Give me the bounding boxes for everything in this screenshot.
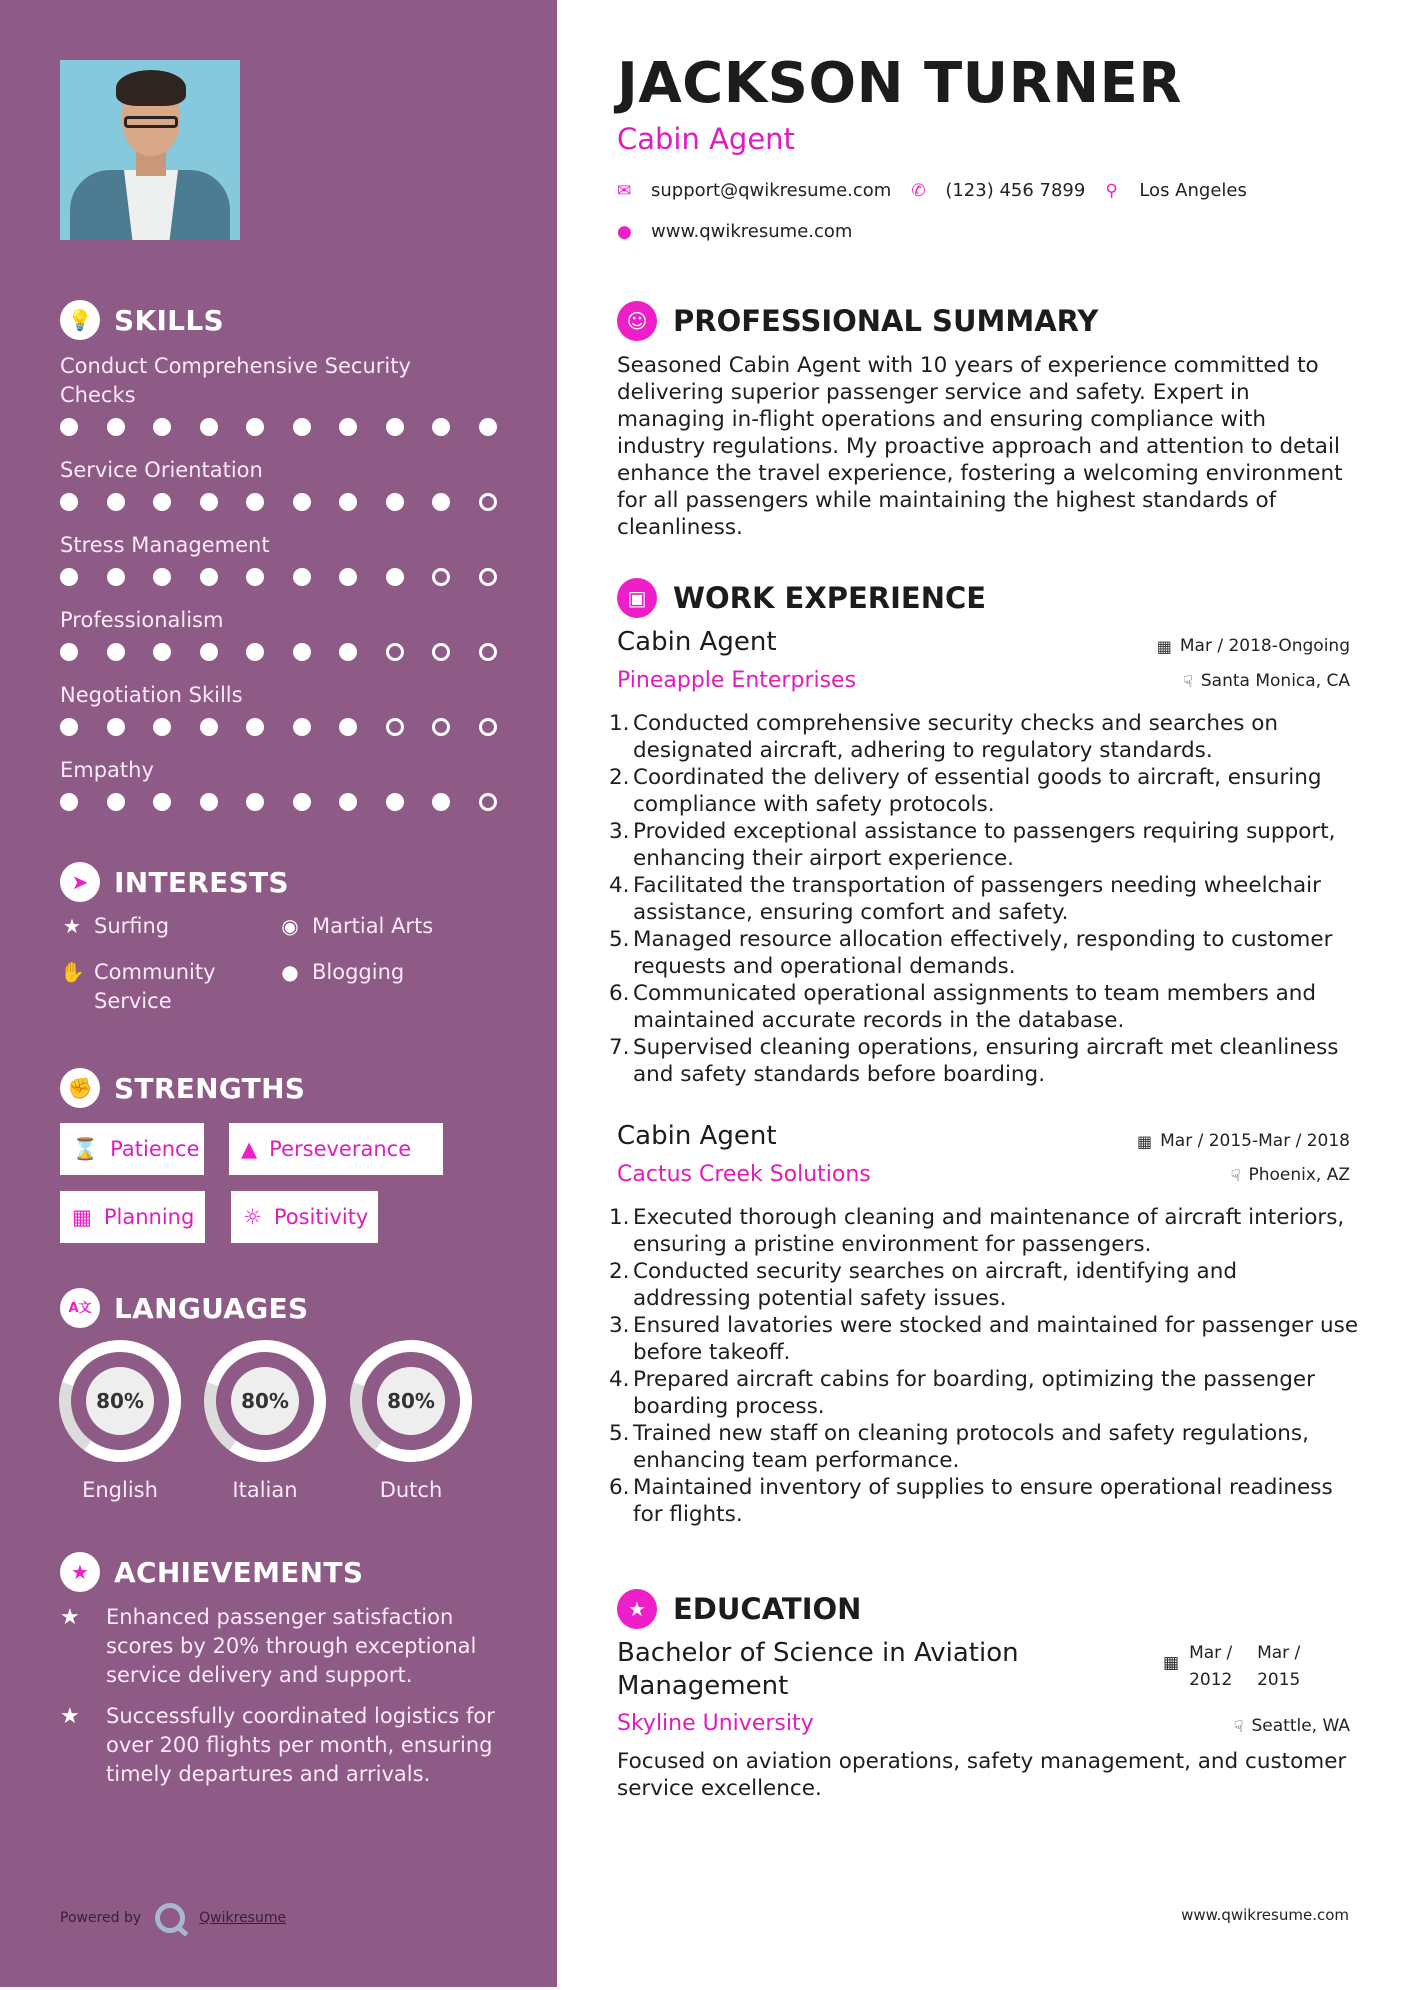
rating-dot-filled — [107, 793, 125, 811]
language-progress-ring — [334, 1324, 488, 1478]
rating-dot-filled — [339, 718, 357, 736]
location-pin-icon: ⚲ — [1105, 180, 1118, 201]
rating-dot-filled — [107, 418, 125, 436]
rating-dot-filled — [60, 418, 78, 436]
rating-dot-filled — [107, 493, 125, 511]
rating-dot-empty — [386, 643, 404, 661]
skill-item — [60, 456, 500, 511]
skill-rating — [60, 793, 500, 811]
shooting-star-icon: ★ — [60, 1605, 80, 1630]
skill-item — [60, 606, 500, 661]
skill-label: Conduct Comprehensive Security Checks — [60, 354, 411, 407]
language-item — [204, 1340, 326, 1502]
rating-dot-filled — [246, 793, 264, 811]
rating-dot-filled — [432, 493, 450, 511]
qwikresume-logo-icon — [155, 1903, 185, 1933]
rating-dot-filled — [60, 643, 78, 661]
rating-dot-filled — [200, 793, 218, 811]
contact-row — [617, 221, 852, 242]
job-duties — [609, 1204, 1359, 1528]
rating-dot-filled — [432, 418, 450, 436]
duty-item: 3. Ensured lavatories were stocked and maintained for passenger use before takeoff. — [609, 1313, 1359, 1365]
duty-item: 2. Coordinated the delivery of essential goods to aircraft, ensuring compliance with safety protocols. — [609, 765, 1322, 817]
skill-rating — [60, 493, 500, 511]
rating-dot-filled — [107, 568, 125, 586]
rating-dot-filled — [246, 718, 264, 736]
language-progress-ring — [43, 1324, 197, 1478]
rating-dot-filled — [107, 643, 125, 661]
rating-dot-filled — [153, 418, 171, 436]
skill-rating — [60, 643, 500, 661]
rating-dot-empty — [479, 643, 497, 661]
candidate-name: JACKSON TURNER — [617, 51, 1183, 116]
rating-dot-filled — [293, 493, 311, 511]
phone-icon: ✆ — [911, 180, 926, 201]
job-title: Cabin Agent — [617, 627, 777, 657]
rating-dot-filled — [153, 718, 171, 736]
rating-dot-filled — [153, 643, 171, 661]
rating-dot-filled — [153, 568, 171, 586]
rating-dot-filled — [432, 793, 450, 811]
pushpin-icon: ☟ — [1233, 1716, 1244, 1736]
rating-dot-filled — [293, 418, 311, 436]
language-label: Italian — [232, 1478, 298, 1502]
road-icon: ▲ — [241, 1137, 258, 1161]
rating-dot-empty — [432, 568, 450, 586]
graduate-icon: ★ — [617, 1589, 657, 1629]
duty-item: 4. Facilitated the transportation of passengers needing wheelchair assistance, ensuring comfort and safety. — [609, 873, 1321, 925]
rating-dot-empty — [479, 568, 497, 586]
rating-dot-filled — [200, 493, 218, 511]
skill-rating — [60, 418, 500, 436]
fist-icon: ✊ — [60, 1068, 100, 1108]
duty-item: 2. Conducted security searches on aircraft, identifying and addressing potential safety issues. — [609, 1259, 1237, 1311]
rating-dot-filled — [200, 718, 218, 736]
duty-item: 1. Conducted comprehensive security checks and searches on designated aircraft, adhering to regulatory standards. — [609, 711, 1279, 763]
summary-heading: ☺ PROFESSIONAL SUMMARY — [617, 301, 1098, 341]
rating-dot-empty — [432, 643, 450, 661]
language-percent: 80% — [377, 1367, 445, 1435]
language-percent: 80% — [86, 1367, 154, 1435]
job-dates: ▦ Mar / 2018-Ongoing — [1156, 636, 1350, 656]
summary-text: Seasoned Cabin Agent with 10 years of experience committed to delivering superior passenger service and safety. Expert in managing in-flight operations and ensuring compliance with industry regulations. My proactive approach and attention to detail enhance the travel experience, fostering a welcoming environment for all passengers while maintaining the highest standards of cleanliness. — [617, 353, 1343, 540]
users-icon: ● — [281, 960, 299, 984]
seat-icon: ▣ — [617, 578, 657, 618]
fist-icon: ✋ — [60, 960, 85, 984]
rating-dot-filled — [153, 493, 171, 511]
education-heading: ★ EDUCATION — [617, 1589, 861, 1629]
star-icon: ★ — [63, 914, 81, 938]
rating-dot-filled — [246, 418, 264, 436]
job-title: Cabin Agent — [617, 1121, 777, 1151]
candidate-title: Cabin Agent — [617, 122, 795, 156]
profile-photo — [60, 60, 240, 240]
job-location: ☟ Santa Monica, CA — [1183, 671, 1350, 691]
website-link[interactable]: www.qwikresume.com — [651, 221, 853, 242]
rating-dot-filled — [293, 643, 311, 661]
rating-dot-filled — [339, 493, 357, 511]
duty-item: 5. Managed resource allocation effectively, responding to customer requests and operational demands. — [609, 927, 1333, 979]
user-icon: ☺ — [617, 301, 657, 341]
hourglass-icon: ⌛ — [72, 1136, 99, 1161]
phone-text: (123) 456 7899 — [945, 180, 1086, 201]
main-content — [557, 0, 1407, 1990]
interest-item: ★ Surfing — [60, 912, 169, 941]
rating-dot-filled — [293, 793, 311, 811]
education-description: Focused on aviation operations, safety management, and customer service excellence. — [617, 1749, 1347, 1801]
strength-badge: ▲ Perseverance — [229, 1123, 443, 1175]
achievement-item: ★ Enhanced passenger satisfaction scores by 20% through exceptional service delivery and support. — [60, 1603, 510, 1690]
pushpin-icon: ☟ — [1230, 1165, 1241, 1185]
footer-website-link[interactable]: www.qwikresume.com — [1181, 1906, 1349, 1924]
shooting-star-icon: ★ — [60, 1552, 100, 1592]
language-progress-ring — [188, 1324, 342, 1478]
rating-dot-filled — [386, 493, 404, 511]
paper-plane-icon: ➤ — [60, 862, 100, 902]
skill-label: Professionalism — [60, 608, 224, 632]
rating-dot-filled — [153, 793, 171, 811]
experience-heading: ▣ WORK EXPERIENCE — [617, 578, 986, 618]
skill-label: Stress Management — [60, 533, 270, 557]
duty-item: 3. Provided exceptional assistance to passengers requiring support, enhancing their airport experience. — [609, 819, 1336, 871]
pushpin-icon: ☟ — [1183, 671, 1193, 691]
interest-item: ◉ Martial Arts — [278, 912, 433, 941]
duty-item: 4. Prepared aircraft cabins for boarding, optimizing the passenger boarding process. — [609, 1367, 1315, 1419]
duty-item: 6. Communicated operational assignments to team members and maintained accurate records in the database. — [609, 981, 1317, 1033]
rating-dot-empty — [432, 718, 450, 736]
rating-dot-filled — [386, 793, 404, 811]
rating-dot-filled — [200, 418, 218, 436]
rating-dot-filled — [293, 718, 311, 736]
degree-title: Bachelor of Science in Aviation Management — [617, 1638, 1019, 1701]
email-link[interactable]: support@qwikresume.com — [651, 180, 892, 201]
rating-dot-filled — [60, 568, 78, 586]
skill-rating — [60, 718, 500, 736]
language-item — [59, 1340, 181, 1502]
job-location: ☟ Phoenix, AZ — [1230, 1165, 1350, 1185]
skill-label: Empathy — [60, 758, 154, 782]
strength-badge: ☼ Positivity — [231, 1191, 378, 1243]
calendar-icon: ▦ — [72, 1205, 92, 1229]
interests-heading: ➤ INTERESTS — [60, 862, 289, 902]
globe-icon: ● — [617, 221, 632, 242]
language-label: Dutch — [379, 1478, 443, 1502]
skill-item — [60, 352, 500, 436]
lightbulb-icon: 💡 — [60, 300, 100, 340]
skills-heading: 💡 SKILLS — [60, 300, 224, 340]
interest-item: ✋ Community Service — [60, 958, 240, 1016]
location-text: Los Angeles — [1139, 180, 1247, 201]
strengths-heading: ✊ STRENGTHS — [60, 1068, 305, 1108]
job-duties — [609, 710, 1359, 1088]
rating-dot-filled — [60, 493, 78, 511]
skill-label: Negotiation Skills — [60, 683, 243, 707]
language-label: English — [82, 1478, 158, 1502]
rating-dot-filled — [246, 643, 264, 661]
interest-item: ● Blogging — [278, 958, 404, 987]
job-dates: ▦ Mar / 2015-Mar / 2018 — [1136, 1131, 1350, 1151]
duty-item: 6. Maintained inventory of supplies to ensure operational readiness for flights. — [609, 1475, 1333, 1527]
company-name: Cactus Creek Solutions — [617, 1162, 871, 1187]
rating-dot-empty — [479, 493, 497, 511]
skill-item — [60, 756, 500, 811]
rating-dot-filled — [339, 568, 357, 586]
achievement-item: ★ Successfully coordinated logistics for over 200 flights per month, ensuring timely departures and arrivals. — [60, 1702, 510, 1789]
rating-dot-filled — [200, 568, 218, 586]
rating-dot-filled — [386, 568, 404, 586]
calendar-icon: ▦ — [1156, 636, 1172, 656]
strength-badge: ⌛ Patience — [60, 1123, 204, 1175]
rating-dot-filled — [339, 418, 357, 436]
duty-item: 7. Supervised cleaning operations, ensuring aircraft met cleanliness and safety standards before boarding. — [609, 1035, 1339, 1087]
rating-dot-filled — [386, 418, 404, 436]
rating-dot-filled — [339, 643, 357, 661]
languages-heading: A文 LANGUAGES — [60, 1288, 308, 1328]
rating-dot-empty — [479, 793, 497, 811]
calendar-icon: ▦ — [1163, 1653, 1180, 1673]
rating-dot-filled — [60, 718, 78, 736]
powered-by: Powered by Qwikresume — [60, 1903, 286, 1933]
education-dates: ▦ Mar / 2012 Mar / 2015 — [1163, 1640, 1315, 1694]
language-item — [350, 1340, 472, 1502]
qwikresume-link[interactable]: Qwikresume — [199, 1910, 287, 1926]
company-name: Pineapple Enterprises — [617, 668, 857, 693]
rating-dot-filled — [107, 718, 125, 736]
rating-dot-filled — [339, 793, 357, 811]
duty-item: 1. Executed thorough cleaning and maintenance of aircraft interiors, ensuring a pristine environment for passengers. — [609, 1205, 1345, 1257]
rating-dot-filled — [293, 568, 311, 586]
rating-dot-filled — [200, 643, 218, 661]
translate-icon: A文 — [60, 1288, 100, 1328]
skill-item — [60, 681, 500, 736]
calendar-icon: ▦ — [1136, 1131, 1153, 1151]
achievements-heading: ★ ACHIEVEMENTS — [60, 1552, 363, 1592]
education-location: ☟ Seattle, WA — [1233, 1716, 1350, 1736]
rating-dot-filled — [246, 493, 264, 511]
globe-icon: ◉ — [281, 914, 299, 938]
language-percent: 80% — [231, 1367, 299, 1435]
rating-dot-filled — [246, 568, 264, 586]
shooting-star-icon: ★ — [60, 1704, 80, 1729]
rating-dot-empty — [479, 718, 497, 736]
rating-dot-filled — [479, 418, 497, 436]
school-name: Skyline University — [617, 1711, 814, 1736]
sidebar — [0, 0, 557, 1987]
sun-icon: ☼ — [243, 1205, 262, 1229]
skill-label: Service Orientation — [60, 458, 263, 482]
skill-item — [60, 531, 500, 586]
rating-dot-empty — [386, 718, 404, 736]
duty-item: 5. Trained new staff on cleaning protocols and safety regulations, enhancing team performance. — [609, 1421, 1309, 1473]
mail-icon: ✉ — [617, 180, 632, 201]
skill-rating — [60, 568, 500, 586]
contact-row — [617, 180, 1247, 201]
rating-dot-filled — [60, 793, 78, 811]
strength-badge: ▦ Planning — [60, 1191, 205, 1243]
